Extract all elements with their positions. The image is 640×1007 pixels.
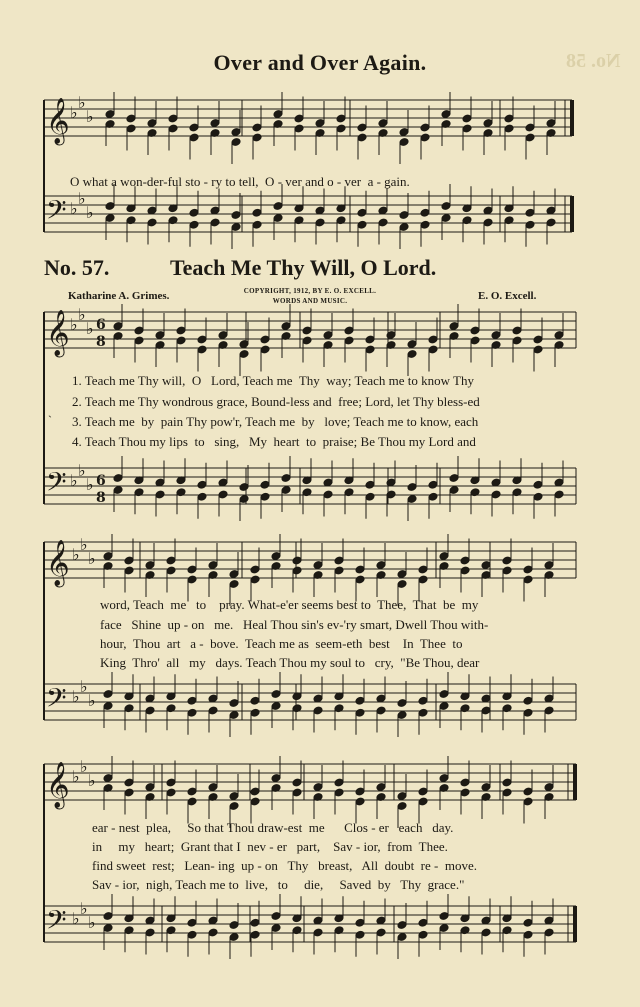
copyright-line-2: WORDS AND MUSIC. <box>272 297 348 305</box>
lyric-line: Sav - ior, nigh, Teach me to live, to die, Saved by Thy grace." <box>92 877 465 892</box>
svg-text:6: 6 <box>96 473 106 489</box>
lyric-line: 3. Teach me by pain Thy pow'r, Teach me by love; Teach me to know, each <box>72 414 479 429</box>
svg-text:♭: ♭ <box>86 475 94 494</box>
svg-text:♭: ♭ <box>80 535 88 554</box>
lyric-line: face Shine up - on me. Heal Thou sin's ev-'ry smart, Dwell Thou with- <box>100 617 489 632</box>
hymn-number: No. 57. <box>44 255 110 280</box>
svg-text:♭: ♭ <box>88 549 96 568</box>
bass-clef-icon: 𝄢 <box>46 194 67 232</box>
svg-text:♭: ♭ <box>80 757 88 776</box>
svg-text:♭: ♭ <box>78 93 86 112</box>
verse-mark: ` <box>48 413 52 427</box>
lyric-line: 2. Teach me Thy wondrous grace, Bound-less and free; Lord, let Thy bless-ed <box>72 394 480 409</box>
treble-clef-icon: 𝄞 <box>46 310 70 356</box>
bass-clef-icon: 𝄢 <box>46 682 67 720</box>
bleed-through-number: No. 58 <box>566 50 621 72</box>
time-signature <box>96 317 106 506</box>
svg-text:♭: ♭ <box>70 471 78 490</box>
svg-text:♭: ♭ <box>88 691 96 710</box>
copyright <box>220 286 400 306</box>
staff-system-2-treble <box>44 542 576 578</box>
svg-text:♭: ♭ <box>70 199 78 218</box>
svg-text:♭: ♭ <box>72 767 80 786</box>
lyric-line: 1. Teach me Thy will, O Lord, Teach me Thy way; Teach me to know Thy <box>72 373 474 388</box>
author: Katharine A. Grimes. <box>68 290 170 302</box>
svg-text:♭: ♭ <box>78 461 86 480</box>
prev-hymn-title: Over and Over Again. <box>213 50 427 75</box>
lyric-line: find sweet rest; Lean- ing up - on Thy breast, All doubt re - move. <box>92 858 477 873</box>
lyric-line: in my heart; Grant that I nev - er part, Sav - ior, from Thee. <box>92 839 448 854</box>
lyric-line: King Thro' all my days. Teach Thou my soul to cry, "Be Thou, dear <box>100 655 480 670</box>
svg-text:♭: ♭ <box>86 319 94 338</box>
lyric-line: word, Teach me to pray. What-e'er seems best to Thee, That be my <box>100 597 479 612</box>
lyric-line: 4. Teach Thou my lips to sing, My heart to praise; Be Thou my Lord and <box>72 434 476 449</box>
prev-hymn-lyric <box>0 158 640 206</box>
svg-text:♭: ♭ <box>78 189 86 208</box>
svg-text:♭: ♭ <box>70 103 78 122</box>
lyric-line: ear - nest plea, So that Thou draw-est me Clos - er each day. <box>92 820 454 835</box>
svg-text:♭: ♭ <box>72 687 80 706</box>
lyric-line: hour, Thou art a - bove. Teach me as seem-eth best In Thee to <box>100 636 463 651</box>
bass-clef-icon: 𝄢 <box>46 466 67 504</box>
svg-text:♭: ♭ <box>88 913 96 932</box>
svg-text:♭: ♭ <box>80 899 88 918</box>
lyric-line: O what a won-der-ful sto - ry to tell, O - ver and o - ver a - gain. <box>70 174 410 189</box>
svg-text:♭: ♭ <box>70 315 78 334</box>
treble-clef-icon: 𝄞 <box>46 540 70 586</box>
svg-text:8: 8 <box>96 490 106 506</box>
svg-text:8: 8 <box>96 334 106 350</box>
bass-clef-icon: 𝄢 <box>46 904 67 942</box>
treble-clef-icon: 𝄞 <box>46 762 70 808</box>
svg-text:♭: ♭ <box>80 677 88 696</box>
svg-text:♭: ♭ <box>78 305 86 324</box>
svg-text:♭: ♭ <box>88 771 96 790</box>
svg-text:♭: ♭ <box>72 909 80 928</box>
svg-text:♭: ♭ <box>86 203 94 222</box>
copyright-line-1: COPYRIGHT, 1912, BY E. O. EXCELL. <box>243 287 377 295</box>
staff-system-3-treble <box>44 764 576 800</box>
svg-text:♭: ♭ <box>86 107 94 126</box>
composer: E. O. Excell. <box>478 290 537 302</box>
hymn-title: Teach Me Thy Will, O Lord. <box>170 255 437 280</box>
key-signature-flats <box>70 93 96 932</box>
svg-text:6: 6 <box>96 317 106 333</box>
svg-text:♭: ♭ <box>72 545 80 564</box>
treble-clef-icon: 𝄞 <box>46 98 70 144</box>
